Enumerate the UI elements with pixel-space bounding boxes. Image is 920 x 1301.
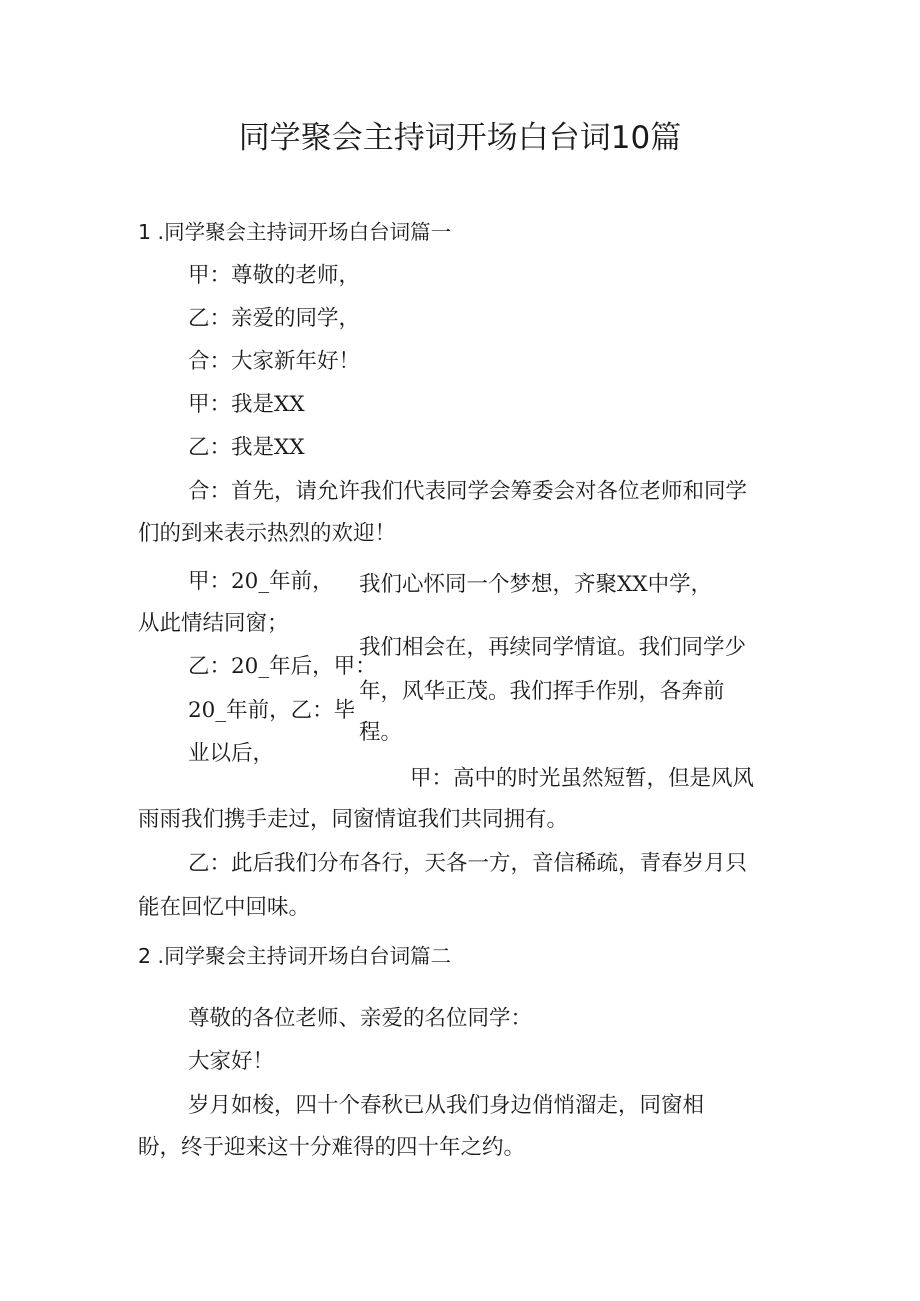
paragraph-line: 甲：20_年前， xyxy=(188,569,334,594)
paragraph-line: 们的到来表示热烈的欢迎！ xyxy=(138,521,397,546)
paragraph-line: 甲：尊敬的老师， xyxy=(188,263,361,288)
paragraph-line: 尊敬的各位老师、亲爱的名位同学： xyxy=(188,1006,533,1031)
paragraph-line: 甲：高中的时光虽然短暂，但是风风 xyxy=(410,766,755,791)
paragraph-line: 从此情结同窗； xyxy=(138,611,289,636)
section-2-heading: 2 .同学聚会主持词开场白台词篇二 xyxy=(138,944,452,968)
paragraph-line: 业以后， xyxy=(188,741,275,766)
paragraph-line: 雨雨我们携手走过，同窗情谊我们共同拥有。 xyxy=(138,807,569,832)
paragraph-line: 合：首先，请允许我们代表同学会筹委会对各位老师和同学 xyxy=(188,479,748,504)
paragraph-line: 年，风华正茂。我们挥手作别，各奔前 xyxy=(359,679,725,704)
paragraph-line: 岁月如梭，四十个春秋已从我们身边俏悄溜走，同窗相 xyxy=(188,1093,705,1118)
paragraph-line: 我们心怀同一个梦想，齐聚XX中学， xyxy=(359,572,713,597)
section-1-heading: 1 .同学聚会主持词开场白台词篇一 xyxy=(138,220,452,244)
paragraph-line: 20_年前，乙：毕 xyxy=(188,698,356,723)
paragraph-line: 程。 xyxy=(359,720,403,745)
document-title: 同学聚会主持词开场白台词10篇 xyxy=(238,120,682,156)
paragraph-line: 乙：20_年后，甲： xyxy=(188,654,377,679)
paragraph-line: 大家好！ xyxy=(188,1049,275,1074)
paragraph-line: 乙：亲爱的同学， xyxy=(188,306,361,331)
paragraph-line: 盼，终于迎来这十分难得的四十年之约。 xyxy=(138,1135,526,1160)
paragraph-line: 合：大家新年好！ xyxy=(188,349,361,374)
paragraph-line: 能在回忆中回味。 xyxy=(138,895,311,920)
paragraph-line: 甲：我是XX xyxy=(188,392,305,417)
paragraph-line: 乙：此后我们分布各行，天各一方，音信稀疏，青春岁月只 xyxy=(188,851,748,876)
paragraph-line: 乙：我是XX xyxy=(188,435,305,460)
paragraph-line: 我们相会在，再续同学情谊。我们同学少 xyxy=(359,635,747,660)
